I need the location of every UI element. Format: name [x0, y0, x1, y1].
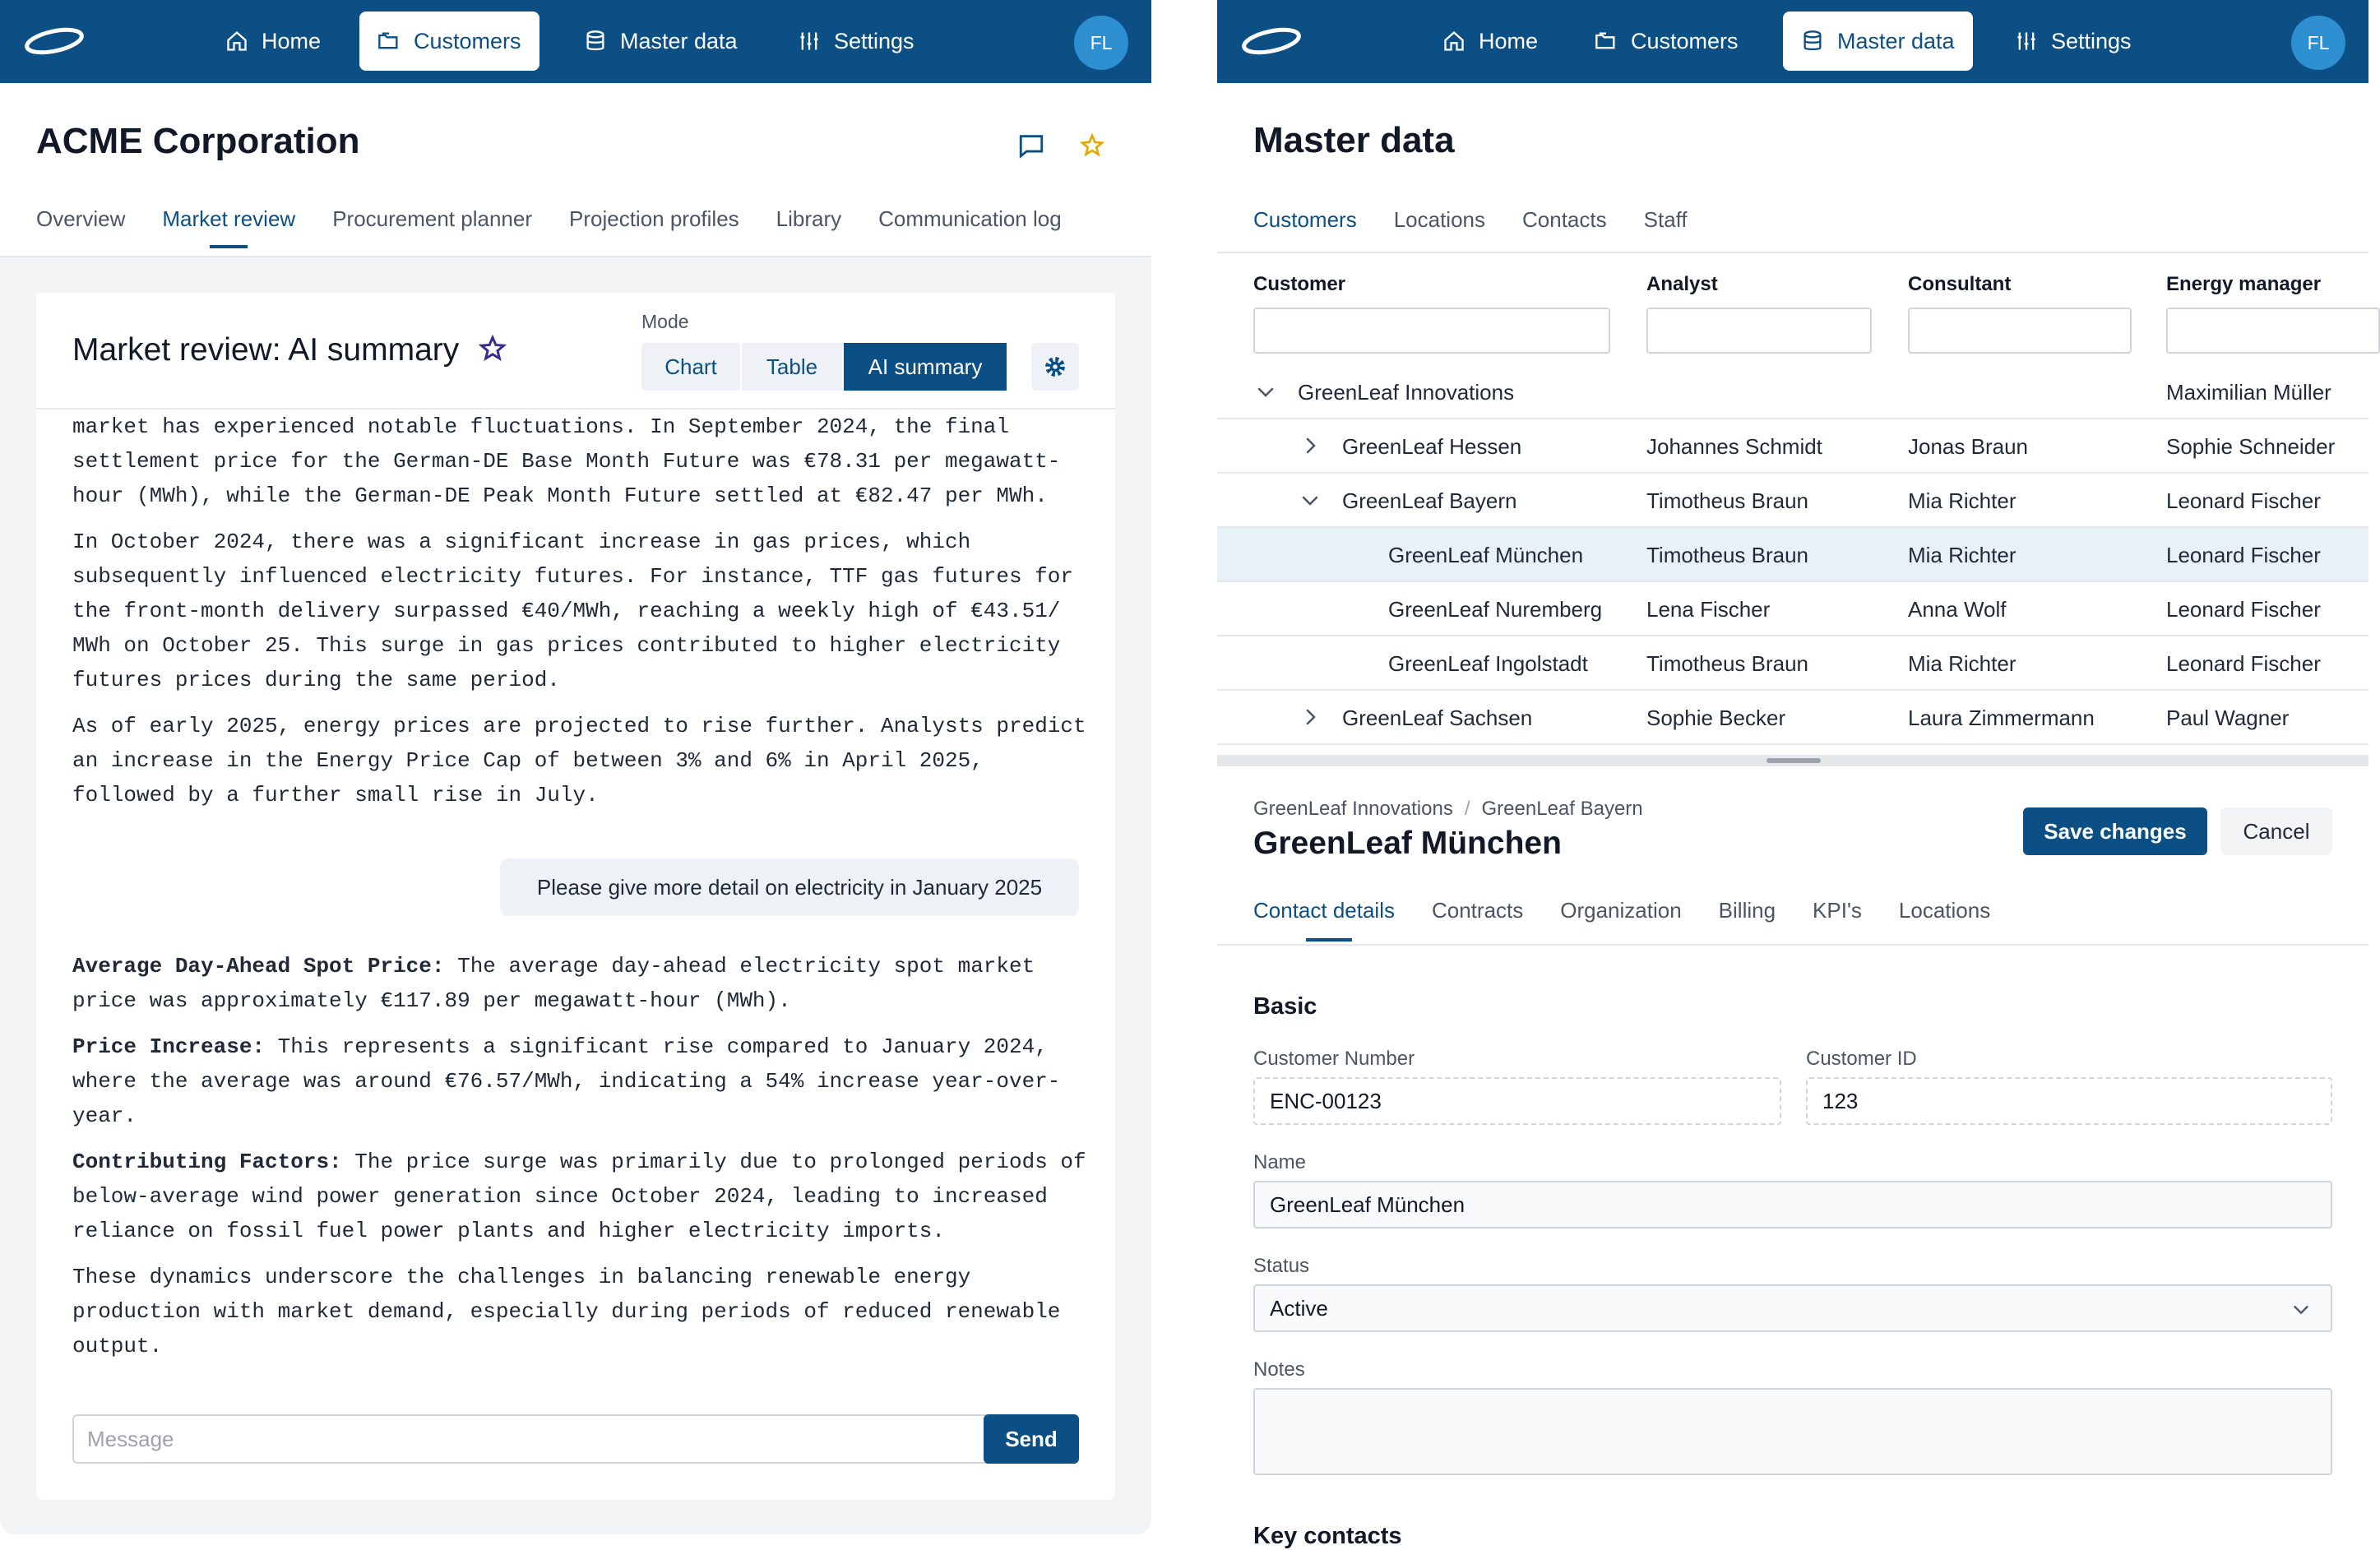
- customer-id-label: Customer ID: [1806, 1048, 1917, 1070]
- chevron-right-icon[interactable]: [1298, 705, 1322, 729]
- cell-customer: GreenLeaf Sachsen: [1342, 706, 1533, 730]
- brand-logo-icon[interactable]: [23, 25, 86, 58]
- table-row[interactable]: [1217, 474, 2368, 528]
- reply-body: The price surge was primarily due to prolonged periods of below-average wind power generation since October 2024, leading to increased reliance on fossil fuel power plants and higher electricity imports.: [72, 1150, 1086, 1243]
- nav-master-data[interactable]: [1783, 12, 1973, 71]
- cancel-button[interactable]: Cancel: [2220, 807, 2332, 855]
- user-message-bubble: Please give more detail on electricity in January 2025: [500, 858, 1079, 916]
- cell-consultant: Jonas Braun: [1908, 434, 2028, 459]
- breadcrumb-separator: /: [1464, 798, 1470, 820]
- message-input[interactable]: Message: [72, 1414, 1010, 1464]
- top-navbar: [1217, 0, 2368, 83]
- database-icon: [1801, 30, 1824, 53]
- sparkle-star-icon: [478, 334, 507, 363]
- cell-energy-manager: Maximilian Müller: [2166, 380, 2331, 405]
- notes-textarea[interactable]: [1253, 1388, 2332, 1475]
- nav-customers[interactable]: [1577, 12, 1757, 71]
- gear-icon: [1043, 354, 1067, 379]
- star-icon: [1079, 132, 1105, 159]
- summary-paragraph: market has experienced notable fluctuations. In September 2024, the final settlement price for the German-DE Base Month Future was €78.31 per megawatt-hour (MWh), while the German-DE Peak Month Future settled at €82.47 per MWh.: [72, 414, 1061, 508]
- customer-number-field: ENC-00123: [1253, 1077, 1781, 1125]
- column-header-customer: Customer: [1253, 273, 1346, 295]
- customer-tabs: [36, 206, 1062, 248]
- sliders-icon: [798, 30, 821, 53]
- cell-consultant: Mia Richter: [1908, 651, 2017, 676]
- card-title: [72, 332, 507, 368]
- reply-paragraph: [72, 1145, 1092, 1248]
- status-select[interactable]: [1253, 1284, 2332, 1332]
- notes-label: Notes: [1253, 1358, 1305, 1381]
- cell-energy-manager: Sophie Schneider: [2166, 434, 2336, 459]
- ai-summary-text: [72, 375, 1092, 824]
- user-avatar[interactable]: FL: [2291, 16, 2345, 70]
- home-icon: [225, 30, 248, 53]
- tab-contact-details[interactable]: Contact details: [1253, 898, 1395, 942]
- tab-library[interactable]: Library: [776, 206, 842, 231]
- master-data-tabs: [1253, 207, 1688, 233]
- tab-contracts[interactable]: Contracts: [1431, 898, 1524, 923]
- ai-reply-text: [72, 949, 1092, 1375]
- tab-overview[interactable]: Overview: [36, 206, 126, 231]
- cell-energy-manager: Leonard Fischer: [2166, 651, 2321, 676]
- nav-customers-label: Customers: [1631, 28, 1739, 53]
- cell-analyst: Lena Fischer: [1646, 597, 1771, 622]
- cell-customer: GreenLeaf Bayern: [1342, 488, 1517, 513]
- consultant-filter-input[interactable]: [1908, 308, 2132, 354]
- table-row[interactable]: [1217, 582, 2368, 636]
- tab-kpis[interactable]: KPI's: [1813, 898, 1862, 923]
- reply-body: The average day-ahead electricity spot market price was approximately €117.89 per megawatt-hour (MWh).: [72, 954, 1035, 1013]
- tab-contacts[interactable]: Contacts: [1522, 207, 1607, 232]
- reply-body: These dynamics underscore the challenges in balancing renewable energy production with market demand, especially during periods of reduced renewable output.: [72, 1265, 1061, 1358]
- user-avatar[interactable]: FL: [1074, 16, 1128, 70]
- splitter-handle[interactable]: [1766, 758, 1821, 763]
- detail-title: GreenLeaf München: [1253, 826, 1562, 861]
- favorite-button[interactable]: [1074, 127, 1110, 164]
- cell-consultant: Mia Richter: [1908, 488, 2017, 513]
- reply-label: Average Day-Ahead Spot Price:: [72, 954, 445, 979]
- analyst-filter-input[interactable]: [1646, 308, 1872, 354]
- customer-header: [0, 83, 1151, 257]
- table-row[interactable]: [1217, 691, 2368, 745]
- tab-market-review[interactable]: Market review: [162, 206, 295, 248]
- nav-settings[interactable]: [1997, 12, 2150, 71]
- tab-communication-log[interactable]: Communication log: [878, 206, 1062, 231]
- brand-logo-icon[interactable]: [1240, 25, 1303, 58]
- tab-locations[interactable]: Locations: [1393, 207, 1486, 232]
- settings-button[interactable]: [1031, 343, 1079, 391]
- card-title-text: Market review: AI summary: [72, 332, 460, 368]
- cell-energy-manager: Leonard Fischer: [2166, 488, 2321, 513]
- nav-settings-label: Settings: [834, 28, 914, 53]
- breadcrumb: [1253, 798, 1643, 821]
- cell-consultant: Anna Wolf: [1908, 597, 2007, 622]
- detail-tabs: [1253, 898, 1990, 942]
- chevron-right-icon[interactable]: [1298, 433, 1322, 458]
- cell-customer: GreenLeaf Hessen: [1342, 434, 1522, 459]
- send-button[interactable]: Send: [984, 1414, 1079, 1464]
- nav-settings[interactable]: [780, 12, 933, 71]
- mode-switch: [641, 343, 1007, 391]
- column-header-analyst: Analyst: [1646, 273, 1718, 295]
- tab-staff[interactable]: Staff: [1643, 207, 1688, 232]
- summary-paragraph: In October 2024, there was a significant increase in gas prices, which subsequently influenced electricity futures. For instance, TTF gas futures for the front-month delivery surpassed €40/MWh, reaching a weekly high of €43.51/ MWh on October 25. This surge in gas prices contributed to higher electricity futures prices during the same period.: [72, 530, 1073, 692]
- cell-customer: GreenLeaf Nuremberg: [1388, 597, 1603, 622]
- nav-home[interactable]: [1424, 12, 1556, 71]
- cell-consultant: Mia Richter: [1908, 543, 2017, 567]
- reply-paragraph: [72, 1029, 1092, 1133]
- energy-manager-filter-input[interactable]: [2166, 308, 2380, 354]
- tab-organization[interactable]: Organization: [1560, 898, 1682, 923]
- mode-table[interactable]: Table: [742, 343, 844, 391]
- sliders-icon: [2015, 30, 2038, 53]
- nav-home[interactable]: [207, 12, 339, 71]
- status-label: Status: [1253, 1255, 1310, 1277]
- breadcrumb-item[interactable]: GreenLeaf Bayern: [1481, 798, 1643, 820]
- tab-locations[interactable]: Locations: [1898, 898, 1991, 923]
- table-row[interactable]: [1217, 365, 2368, 419]
- chevron-down-icon[interactable]: [1298, 488, 1322, 512]
- nav-customers[interactable]: [359, 12, 539, 71]
- folder-icon: [377, 30, 401, 53]
- comment-button[interactable]: [1013, 127, 1049, 164]
- reply-label: Contributing Factors:: [72, 1150, 342, 1174]
- section-title-basic: Basic: [1253, 993, 1317, 1020]
- customer-filter-input[interactable]: [1253, 308, 1610, 354]
- page-title: ACME Corporation: [36, 121, 360, 161]
- nav-home-label: Home: [1479, 28, 1539, 53]
- mode-chart[interactable]: Chart: [641, 343, 742, 391]
- reply-body: This represents a significant rise compared to January 2024, where the average was around €76.57/MWh, indicating a 54% increase year-over-year.: [72, 1034, 1061, 1128]
- tab-billing[interactable]: Billing: [1718, 898, 1776, 923]
- save-changes-button[interactable]: Save changes: [2023, 807, 2207, 855]
- database-icon: [584, 30, 607, 53]
- cell-analyst: Sophie Becker: [1646, 706, 1786, 730]
- customer-number-label: Customer Number: [1253, 1048, 1415, 1070]
- tab-customers[interactable]: Customers: [1253, 207, 1357, 232]
- cell-consultant: Laura Zimmermann: [1908, 706, 2095, 730]
- summary-paragraph: As of early 2025, energy prices are projected to rise further. Analysts predict an increase in the Energy Price Cap of between 3% and 6% in April 2025, followed by a further small rise in July.: [72, 714, 1086, 807]
- tab-projection-profiles[interactable]: Projection profiles: [569, 206, 739, 231]
- market-review-card: [36, 293, 1115, 1500]
- cell-analyst: Timotheus Braun: [1646, 651, 1809, 676]
- chevron-down-icon[interactable]: [1253, 379, 1278, 404]
- top-navbar: [0, 0, 1151, 83]
- cell-energy-manager: Leonard Fischer: [2166, 543, 2321, 567]
- nav-master-data-label: Master data: [620, 28, 738, 53]
- table-row-selected[interactable]: [1217, 528, 2368, 582]
- cell-energy-manager: Paul Wagner: [2166, 706, 2290, 730]
- cell-analyst: Timotheus Braun: [1646, 488, 1809, 513]
- tab-procurement-planner[interactable]: Procurement planner: [332, 206, 532, 231]
- chevron-down-icon: [2290, 1298, 2313, 1321]
- cell-customer: GreenLeaf München: [1388, 543, 1584, 567]
- name-label: Name: [1253, 1151, 1307, 1173]
- nav-master-data[interactable]: [566, 12, 756, 71]
- mode-ai-summary[interactable]: AI summary: [844, 343, 1007, 391]
- nav-master-data-label: Master data: [1837, 28, 1955, 53]
- nav-customers-label: Customers: [414, 28, 521, 53]
- status-value: Active: [1270, 1295, 1328, 1321]
- name-input[interactable]: GreenLeaf München: [1253, 1181, 2332, 1228]
- reply-label: Price Increase:: [72, 1034, 266, 1059]
- cell-energy-manager: Leonard Fischer: [2166, 597, 2321, 622]
- mode-label: Mode: [641, 311, 689, 332]
- folder-icon: [1595, 30, 1618, 53]
- reply-paragraph: [72, 1260, 1092, 1363]
- comment-icon: [1017, 132, 1045, 160]
- cell-analyst: Timotheus Braun: [1646, 543, 1809, 567]
- column-header-energy-manager: Energy manager: [2166, 273, 2322, 295]
- breadcrumb-item[interactable]: GreenLeaf Innovations: [1253, 798, 1453, 820]
- page-title: Master data: [1253, 120, 1455, 160]
- tabs-divider: [1217, 252, 2368, 253]
- table-row[interactable]: [1217, 636, 2368, 691]
- master-data-window: [1217, 0, 2368, 1549]
- reply-paragraph: [72, 949, 1092, 1018]
- cell-customer: GreenLeaf Ingolstadt: [1388, 651, 1588, 676]
- customer-id-field: 123: [1806, 1077, 2332, 1125]
- card-header: [36, 293, 1115, 409]
- column-header-consultant: Consultant: [1908, 273, 2012, 295]
- customers-window: [0, 0, 1151, 1534]
- cell-customer: GreenLeaf Innovations: [1298, 380, 1515, 405]
- cell-analyst: Johannes Schmidt: [1646, 434, 1822, 459]
- section-title-key-contacts: Key contacts: [1253, 1523, 1402, 1549]
- home-icon: [1442, 30, 1466, 53]
- nav-settings-label: Settings: [2051, 28, 2132, 53]
- nav-home-label: Home: [262, 28, 322, 53]
- table-row[interactable]: [1217, 419, 2368, 474]
